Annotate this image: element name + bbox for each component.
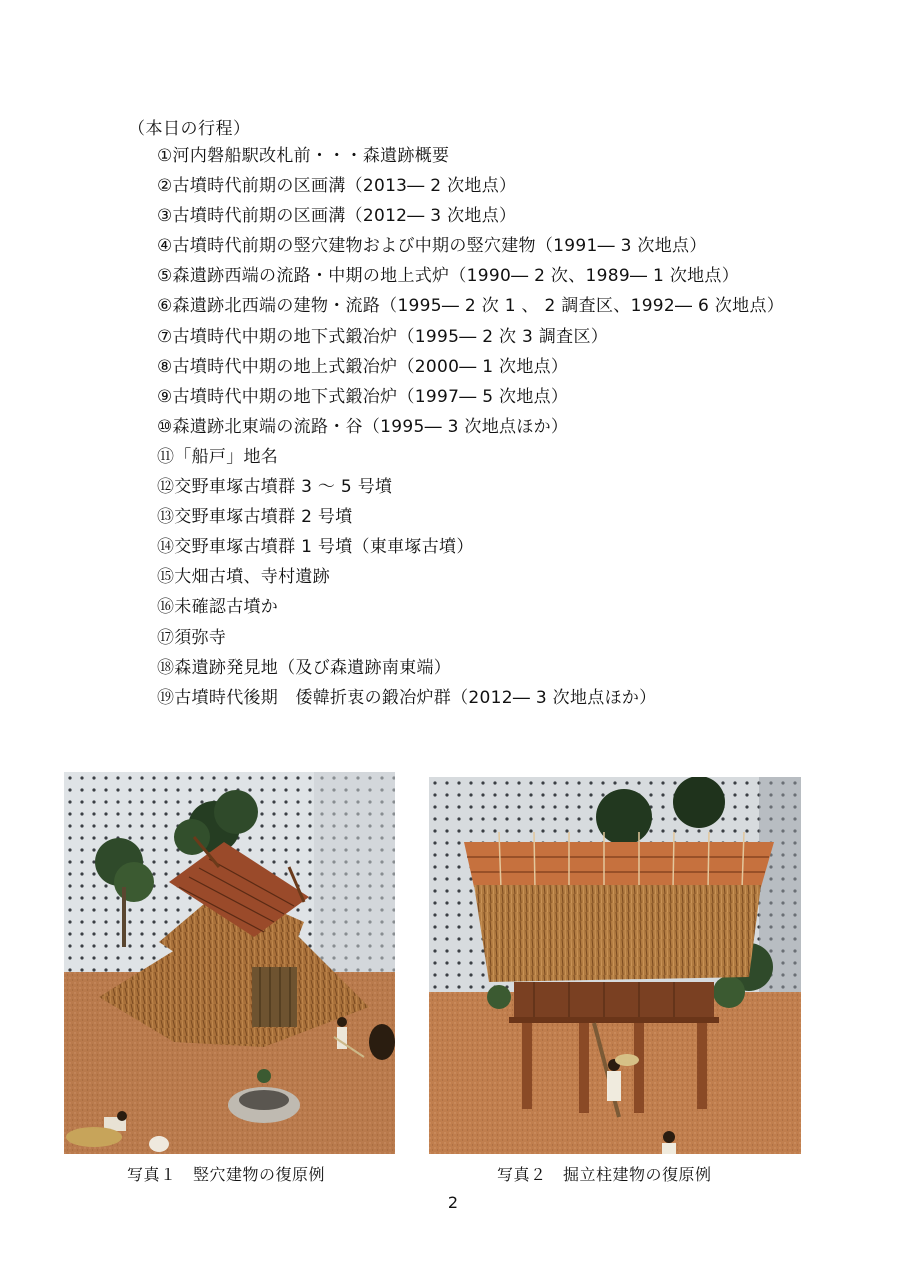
itinerary-item: ②古墳時代前期の区画溝（2013― 2 次地点） [157,176,517,197]
photo-pit-dwelling-model [64,772,395,1154]
itinerary-item: ①河内磐船駅改札前・・・森遺跡概要 [157,146,450,166]
itinerary-item: ④古墳時代前期の竪穴建物および中期の竪穴建物（1991― 3 次地点） [157,236,707,257]
itinerary-item: ⑧古墳時代中期の地上式鍛冶炉（2000― 1 次地点） [157,356,569,377]
itinerary-item: ③古墳時代前期の区画溝（2012― 3 次地点） [157,206,517,227]
itinerary-item: ⑯未確認古墳か [157,597,279,618]
itinerary-list [157,143,784,715]
itinerary-item: ⑦古墳時代中期の地下式鍛冶炉（1995― 2 次 3 調査区） [157,326,609,347]
page-number: 2 [447,1193,459,1212]
photo-1-caption: 写真１ 竪穴建物の復原例 [127,1165,326,1184]
photo-pillar-building-model [429,777,801,1154]
itinerary-item: ⑲古墳時代後期 倭韓折衷の鍛冶炉群（2012― 3 次地点ほか） [157,687,657,708]
photo-2-caption: 写真２ 掘立柱建物の復原例 [497,1165,712,1184]
itinerary-item: ⑩森遺跡北東端の流路・谷（1995― 3 次地点ほか） [157,416,569,437]
itinerary-item: ⑫交野車塚古墳群 3 ～ 5 号墳 [157,477,393,498]
itinerary-item: ⑪「船戸」地名 [157,446,279,467]
itinerary-item: ⑬交野車塚古墳群 2 号墳 [157,507,353,528]
itinerary-item: ⑤森遺跡西端の流路・中期の地上式炉（1990― 2 次、1989― 1 次地点） [157,266,740,287]
itinerary-item: ⑱森遺跡発見地（及び森遺跡南東端） [157,657,452,678]
itinerary-heading: （本日の行程） [128,119,251,139]
itinerary-item: ⑨古墳時代中期の地下式鍛冶炉（1997― 5 次地点） [157,386,569,407]
itinerary-item: ⑭交野車塚古墳群 1 号墳（東車塚古墳） [157,537,474,558]
itinerary-item: ⑰須弥寺 [157,627,227,648]
itinerary-item: ⑮大畑古墳、寺村遺跡 [157,567,330,588]
itinerary-item: ⑥森遺跡北西端の建物・流路（1995― 2 次 1 、 2 調査区、1992― 6 次地点） [157,296,785,317]
